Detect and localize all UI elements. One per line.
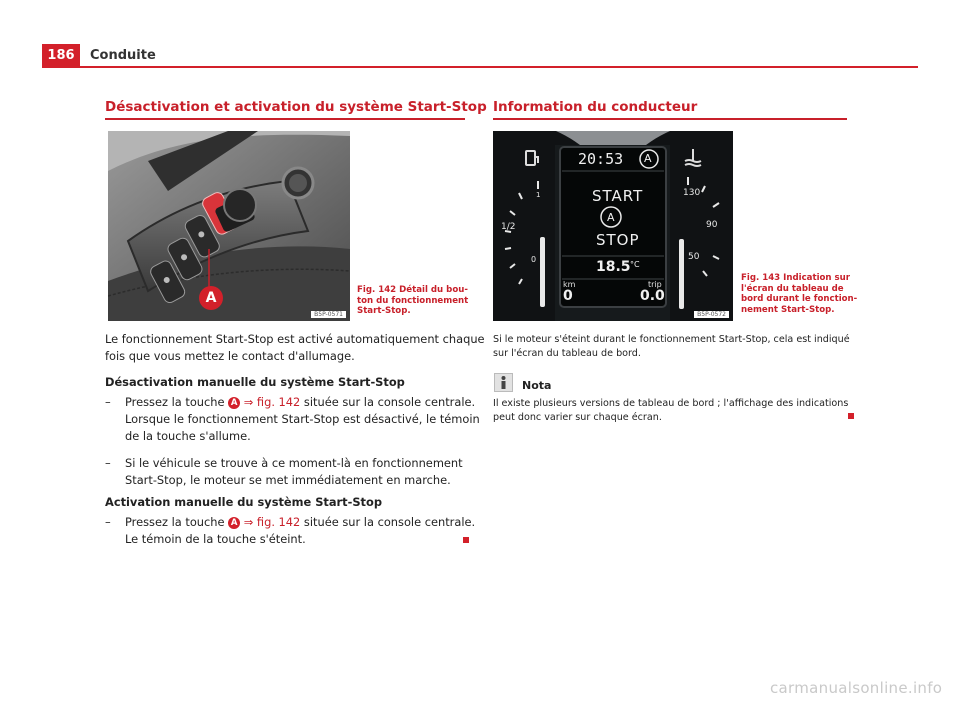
figure-143-instrument-cluster: [493, 131, 733, 321]
cluster-temp-unit: °C: [630, 260, 640, 269]
left-section-title: Désactivation et activation du système Start-Stop: [105, 99, 487, 115]
fuel-half-label: 1/2: [501, 222, 516, 232]
figure-142-door-panel: [108, 131, 350, 321]
note-label: Nota: [522, 379, 552, 392]
cluster-stop-label: STOP: [596, 231, 640, 249]
header-rule: [80, 66, 918, 68]
figure-142-caption: Fig. 142 Détail du bou- ton du fonctionnement Start-Stop.: [357, 285, 469, 316]
step-dash: –: [105, 456, 111, 470]
temp-50-label: 50: [688, 252, 700, 262]
note-text: Il existe plusieurs versions de tableau de bord ; l'affichage des indications peut donc varier sur chaque écran.: [493, 398, 849, 423]
step-dash: –: [105, 395, 111, 409]
section-end-marker: [463, 537, 469, 543]
cluster-auto-badge: A: [644, 152, 652, 165]
cluster-trip-label: trip: [648, 280, 662, 289]
page-number: 186: [42, 44, 80, 68]
section-end-marker: [848, 413, 854, 419]
fuel-empty-label: 0: [531, 255, 537, 264]
step-dash: –: [105, 515, 111, 529]
cluster-clock: 20:53: [578, 150, 624, 168]
figure-code: B5P-0572: [694, 311, 729, 318]
deactivation-heading: Désactivation manuelle du système Start-Stop: [105, 375, 405, 389]
right-body-paragraph: Si le moteur s'éteint durant le fonctionnement Start-Stop, cela est indiqué sur l'écran du tableau de bord.: [493, 334, 850, 359]
temp-130-label: 130: [683, 188, 701, 198]
temp-90-label: 90: [706, 220, 718, 230]
intro-paragraph: Le fonctionnement Start-Stop est activé automatiquement chaque fois que vous mettez le contact d'allumage.: [105, 332, 485, 363]
cluster-temperature: 18.5: [596, 259, 631, 275]
cluster-trip-value: 0.0: [640, 288, 665, 304]
deactivation-step-2: Si le véhicule se trouve à ce moment-là en fonctionnement Start-Stop, le moteur se met immédiatement en marche.: [125, 456, 463, 487]
fuel-full-label: 1: [536, 191, 541, 199]
deactivation-step-1: Pressez la touche A ⇒ fig. 142 située sur la console centrale. Lorsque le fonctionnement Start-Stop est désactivé, le témoin de la touche s'allume.: [125, 395, 480, 443]
cluster-km-label: km: [563, 280, 576, 289]
running-header: Conduite: [90, 48, 156, 63]
right-section-title: Information du conducteur: [493, 99, 698, 115]
left-section-rule: [105, 118, 465, 120]
watermark: carmanualsonline.info: [770, 679, 943, 697]
inline-badge-a: A: [228, 517, 240, 529]
activation-heading: Activation manuelle du système Start-Stop: [105, 495, 382, 509]
figure-143-caption: Fig. 143 Indication sur l'écran du tableau de bord durant le fonction- nement Start-Stop.: [741, 273, 858, 315]
cluster-start-label: START: [592, 187, 644, 205]
figure-link[interactable]: ⇒ fig. 142: [240, 395, 301, 409]
cluster-km-value: 0: [563, 288, 573, 304]
figure-link[interactable]: ⇒ fig. 142: [240, 515, 301, 529]
right-section-rule: [493, 118, 847, 120]
activation-step-1: Pressez la touche A ⇒ fig. 142 située sur la console centrale. Le témoin de la touche s'éteint.: [125, 515, 476, 546]
note-info-icon: [494, 373, 513, 392]
callout-a-badge: A: [199, 286, 223, 310]
figure-code: B5P-0571: [311, 311, 346, 318]
cluster-auto-icon: A: [607, 211, 615, 224]
inline-badge-a: A: [228, 397, 240, 409]
